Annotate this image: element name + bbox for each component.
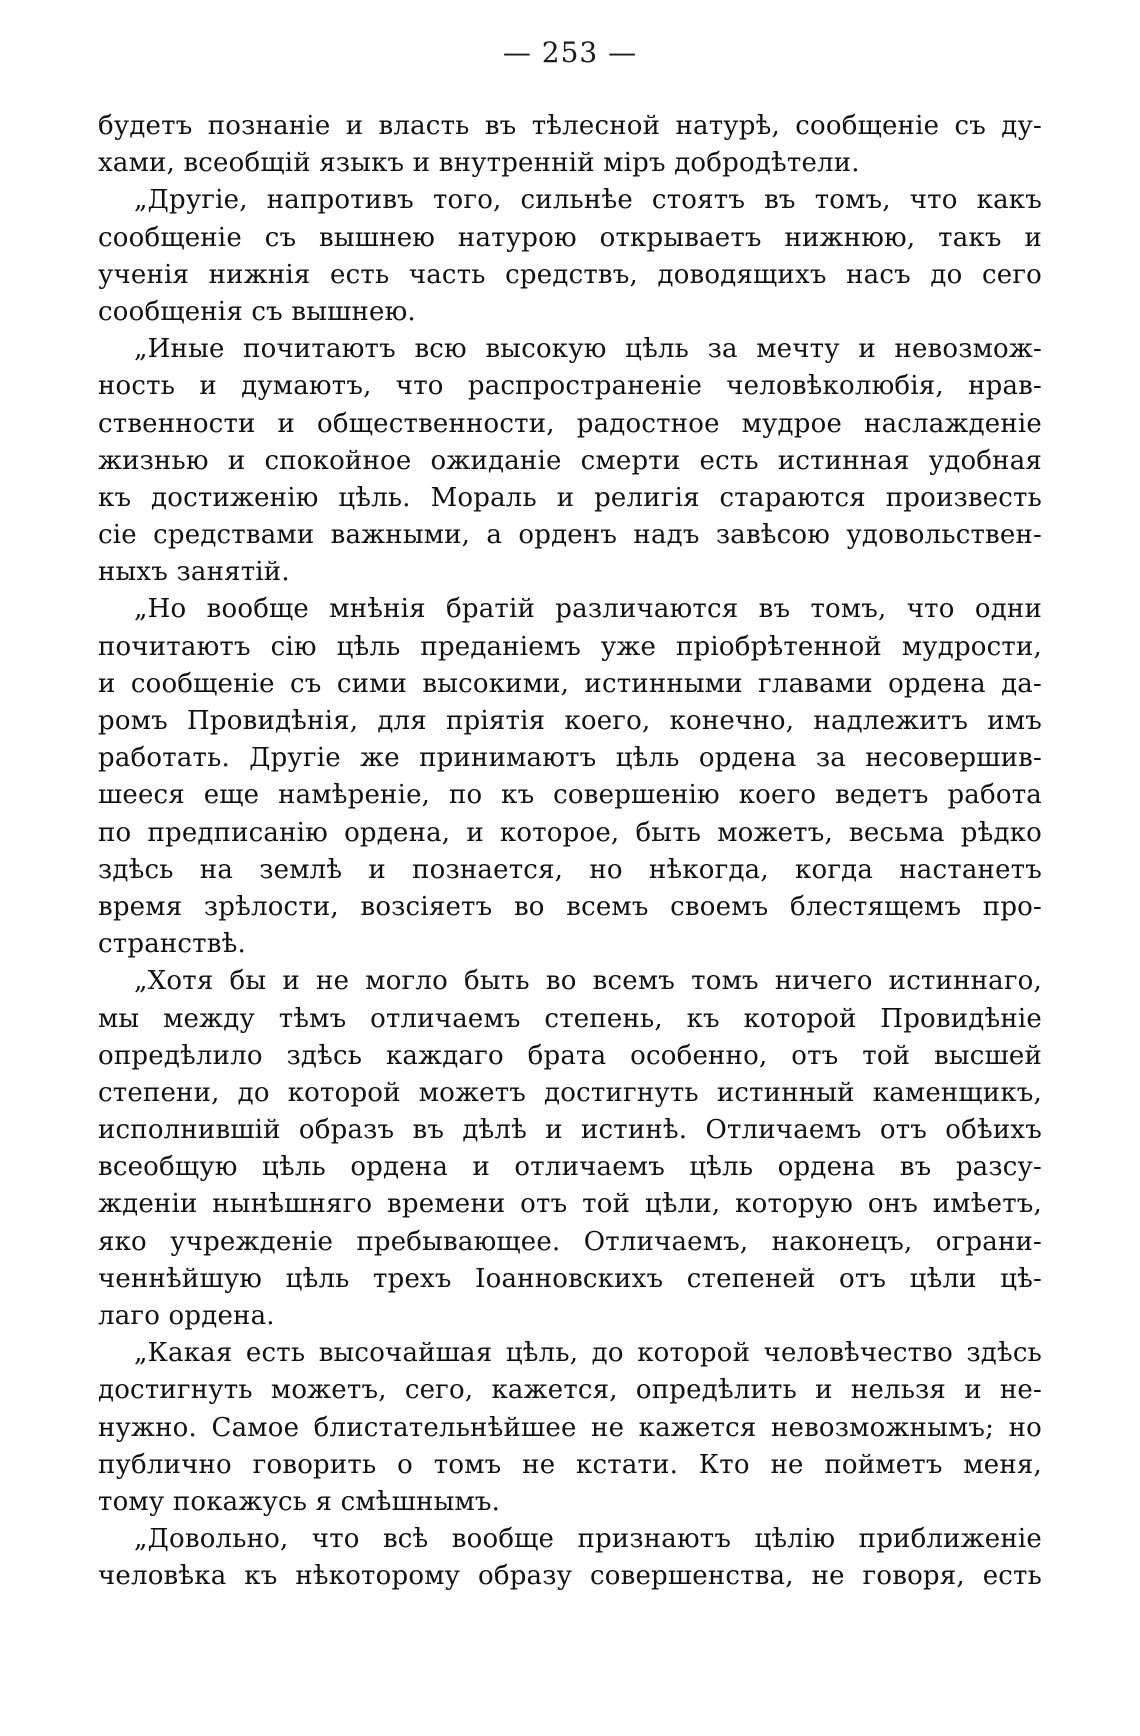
text-line: „Хотя бы и не могло быть во всемъ томъ ничего истиннаго,: [134, 966, 1042, 997]
text-line: будетъ познаніе и власть въ тѣлесной натурѣ, сообщеніе съ ду-: [98, 111, 1042, 141]
text-line: опредѣлило здѣсь каждаго брата особенно, отъ той высшей: [98, 1040, 1042, 1071]
text-line: ромъ Провидѣнія, для пріятія коего, конечно, надлежитъ имъ: [98, 706, 1042, 736]
page-number: — 253 —: [502, 36, 638, 69]
text-line: сіе средствами важными, а орденъ надъ завѣсою удовольствен-: [98, 520, 1042, 551]
text-line: „Довольно, что всѣ вообще признаютъ цѣлію приближеніе: [134, 1524, 1042, 1555]
text-line: время зрѣлости, возсіяетъ во всемъ своемъ блестящемъ про-: [98, 891, 1042, 922]
text-line: „Другіе, напротивъ того, сильнѣе стоятъ въ томъ, что какъ: [134, 185, 1042, 216]
text-line: мы между тѣмъ отличаемъ степень, къ которой Провидѣніе: [98, 1003, 1042, 1034]
text-line: „Иные почитаютъ всю высокую цѣль за мечту и невозмож-: [134, 334, 1042, 365]
text-line: ченнѣйшую цѣль трехъ Іоанновскихъ степеней отъ цѣли цѣ-: [98, 1263, 1042, 1294]
text-line: ность и думаютъ, что распространеніе человѣколюбія, нрав-: [98, 371, 1042, 402]
text-line: яко учрежденіе пребывающее. Отличаемъ, наконецъ, ограни-: [98, 1226, 1042, 1257]
text-line: жденіи нынѣшняго времени отъ той цѣли, которую онъ имѣетъ,: [98, 1189, 1042, 1220]
text-line: „Какая есть высочайшая цѣль, до которой человѣчество здѣсь: [134, 1338, 1042, 1369]
text-line: почитаютъ сію цѣль преданіемъ уже пріобрѣтенной мудрости,: [98, 631, 1042, 662]
text-line: достигнуть можетъ, сего, кажется, опредѣлить и нельзя и не-: [98, 1375, 1042, 1406]
text-line: ученія нижнія есть часть средствъ, доводящихъ насъ до сего: [98, 259, 1042, 290]
text-line: ныхъ занятій.: [98, 557, 290, 588]
text-line: по предписанію ордена, и которое, быть можетъ, весьма рѣдко: [98, 817, 1042, 848]
text-line: работать. Другіе же принимаютъ цѣль ордена за несовершив-: [98, 743, 1042, 774]
text-line: хами, всеобщій языкъ и внутренній міръ добродѣтели.: [98, 148, 860, 179]
text-line: нужно. Самое блистательнѣйшее не кажется невозможнымъ; но: [98, 1412, 1042, 1443]
text-line: къ достиженію цѣль. Мораль и религія стараются произвесть: [98, 482, 1042, 513]
text-line: здѣсь на землѣ и познается, но нѣкогда, когда настанетъ: [98, 854, 1042, 885]
body-text: [98, 108, 1042, 1596]
text-line: сообщеніе съ вышнею натурою открываетъ нижнюю, такъ и: [98, 222, 1042, 253]
text-line: степени, до которой можетъ достигнуть истинный каменщикъ,: [98, 1077, 1042, 1108]
text-line: публично говорить о томъ не кстати. Кто не пойметъ меня,: [98, 1449, 1042, 1480]
text-line: и сообщеніе съ сими высокими, истинными главами ордена да-: [98, 668, 1042, 699]
text-line: тому покажусь я смѣшнымъ.: [98, 1486, 501, 1517]
text-line: странствѣ.: [98, 929, 246, 960]
text-line: всеобщую цѣль ордена и отличаемъ цѣль ордена въ разсу-: [98, 1152, 1042, 1183]
text-line: человѣка къ нѣкоторому образу совершенства, не говоря, есть: [98, 1561, 1042, 1592]
text-line: исполнившій образъ въ дѣлѣ и истинѣ. Отличаемъ отъ обѣихъ: [98, 1115, 1042, 1146]
text-line: жизнью и спокойное ожиданіе смерти есть истинная удобная: [98, 445, 1042, 476]
text-line: шееся еще намѣреніе, по къ совершенію коего ведетъ работа: [98, 780, 1042, 811]
text-line: „Но вообще мнѣнія братій различаются въ томъ, что одни: [134, 594, 1042, 625]
text-line: лаго ордена.: [98, 1301, 275, 1331]
text-line: сообщенія съ вышнею.: [98, 296, 416, 327]
text-line: ственности и общественности, радостное мудрое наслажденіе: [98, 408, 1042, 439]
